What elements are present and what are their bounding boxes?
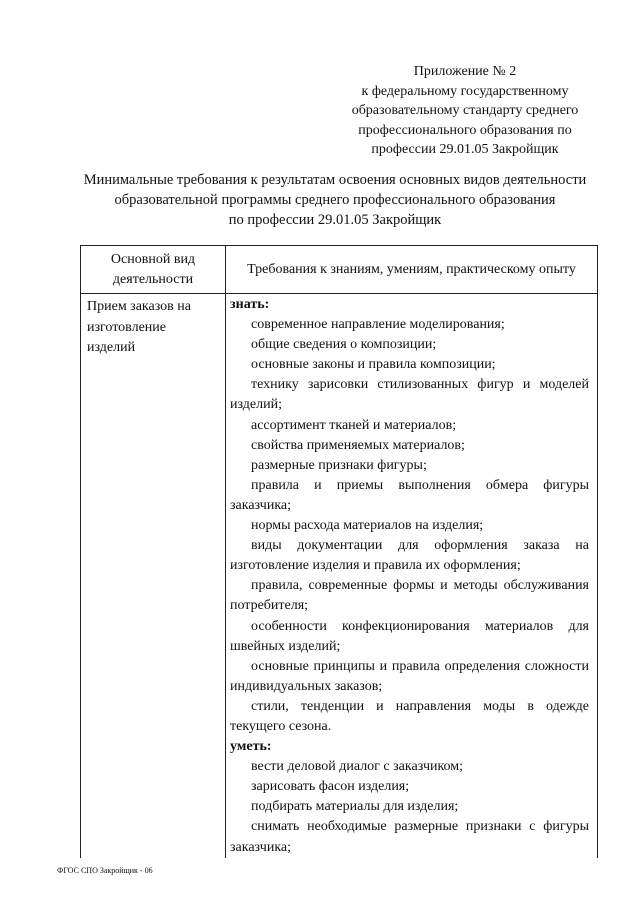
- annex-line: к федеральному государственному: [361, 83, 569, 99]
- know-item: особенности конфекционирования материалов для швейных изделий;: [230, 618, 589, 654]
- annex-line: Приложение № 2: [413, 64, 517, 79]
- able-item: вести деловой диалог с заказчиком;: [251, 759, 464, 775]
- know-item: свойства применяемых материалов;: [251, 437, 465, 453]
- know-item: размерные признаки фигуры;: [251, 457, 427, 473]
- header-activity-line: деятельности: [112, 271, 194, 287]
- title-line: по профессии 29.01.05 Закройщик: [228, 212, 442, 228]
- annex-line: образовательному стандарту среднего: [351, 103, 579, 118]
- header-activity: [81, 246, 226, 294]
- activity-line: Прием заказов на: [87, 299, 191, 314]
- requirements-table: [80, 245, 598, 858]
- page-footer: ФГОС СПО Закройщик - 06: [57, 866, 153, 875]
- know-item: правила, современные формы и методы обслуживания потребителя;: [230, 578, 589, 614]
- annex-line: профессии 29.01.05 Закройщик: [371, 142, 559, 157]
- document-title: [60, 170, 610, 230]
- know-item: виды документации для оформления заказа на изготовление изделия и правила их оформления;: [230, 538, 589, 574]
- know-item: нормы расхода материалов на изделия;: [251, 518, 484, 534]
- activity-cell: [81, 294, 226, 858]
- know-item: правила и приемы выполнения обмера фигуры заказчика;: [230, 477, 589, 513]
- annex-line: профессионального образования по: [358, 122, 572, 138]
- requirements-cell: [226, 294, 598, 858]
- know-item: основные принципы и правила определения сложности индивидуальных заказов;: [230, 658, 589, 694]
- activity-line: изделий: [87, 340, 136, 356]
- able-heading: уметь:: [230, 739, 272, 755]
- able-item: зарисовать фасон изделия;: [251, 779, 410, 795]
- know-item: основные законы и правила композиции;: [251, 357, 496, 373]
- know-item: современное направление моделирования;: [251, 317, 505, 333]
- know-item: стили, тенденции и направления моды в одежде текущего сезона.: [230, 698, 589, 734]
- title-line: образовательной программы среднего профессионального образования: [114, 192, 556, 208]
- annex-heading: [330, 62, 600, 160]
- know-item: общие сведения о композиции;: [251, 337, 437, 353]
- able-item: снимать необходимые размерные признаки с фигуры заказчика;: [230, 819, 589, 855]
- header-activity-line: Основной вид: [110, 252, 196, 267]
- activity-line: изготовление: [87, 319, 166, 335]
- know-heading: знать:: [230, 297, 270, 312]
- title-line: Минимальные требования к результатам освоения основных видов деятельности: [83, 172, 587, 188]
- header-requirements: Требования к знаниям, умениям, практическому опыту: [226, 246, 598, 294]
- table-row: [81, 294, 598, 858]
- able-item: подбирать материалы для изделия;: [251, 799, 459, 815]
- know-item: ассортимент тканей и материалов;: [251, 417, 457, 433]
- know-item: технику зарисовки стилизованных фигур и моделей изделий;: [230, 377, 589, 413]
- table-header-row: [81, 246, 598, 294]
